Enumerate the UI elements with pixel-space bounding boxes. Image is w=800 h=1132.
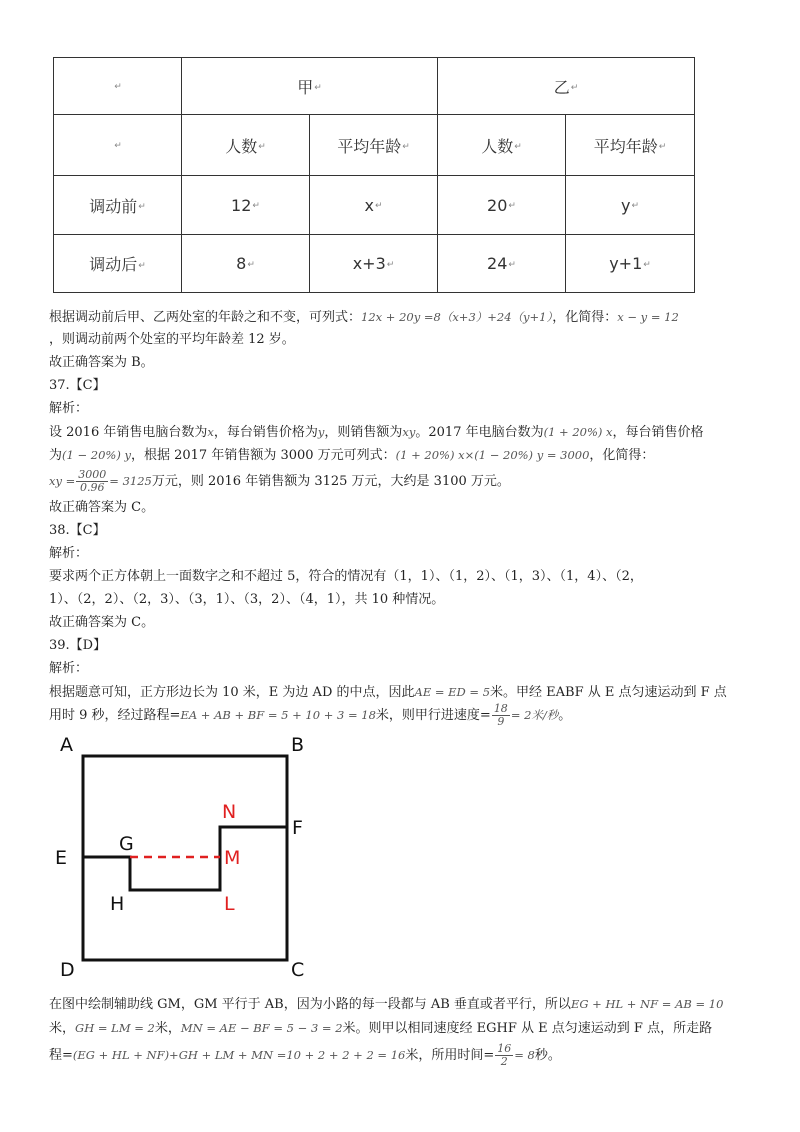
q39-line-1: 根据题意可知，正方形边长为 10 米，E 为边 AD 的中点，因此AE = ED = 5米。甲经 EABF 从 E 点匀速运动到 F 点 <box>49 685 727 700</box>
header-yi-age: 平均年龄↵ <box>566 115 695 176</box>
header-yi: 乙↵ <box>438 58 695 115</box>
path-eghlnf <box>83 827 287 890</box>
q39-paragraph-line-2: 米，GH = LM = 2米，MN = AE − BF = 5 − 3 = 2米。则甲以相同速度经 EGHF 从 E 点匀速运动到 F 点，所走路 <box>49 1021 713 1036</box>
q37-line-2: 为(1 − 20%) y，根据 2017 年销售额为 3000 万元可列式：(1 + 20%) x×(1 − 20%) y = 3000，化简得： <box>49 448 655 463</box>
label-c: C <box>291 959 305 981</box>
q37-answer: 故正确答案为 C。 <box>49 500 155 515</box>
cell-jia-count: 8↵ <box>182 235 310 293</box>
q39-line-2: 用时 9 秒，经过路程=EA + AB + BF = 5 + 10 + 3 = 18米，则甲行进速度= $\frac{18}{9}$ = 2米/秒。 <box>49 702 572 728</box>
square-path-diagram <box>40 728 340 988</box>
q39-number: 39.【D】 <box>49 638 107 653</box>
header-yi-count: 人数↵ <box>438 115 566 176</box>
row-label-after: 调动后↵ <box>54 235 182 293</box>
q39-analysis-label: 解析： <box>49 661 89 676</box>
age-table <box>53 57 695 293</box>
q36-answer: 故正确答案为 B。 <box>49 355 154 370</box>
label-e: E <box>55 847 68 869</box>
table-header-row-2 <box>54 115 695 176</box>
label-g: G <box>119 833 134 855</box>
cell-yi-count: 20↵ <box>438 176 566 235</box>
label-m: M <box>224 847 241 869</box>
cell-jia-count: 12↵ <box>182 176 310 235</box>
label-d: D <box>60 959 75 981</box>
cell-yi-count: 24↵ <box>438 235 566 293</box>
q39-paragraph-line-1: 在图中绘制辅助线 GM，GM 平行于 AB，因为小路的每一段都与 AB 垂直或者平行，所以EG + HL + NF = AB = 10 <box>49 997 724 1012</box>
header-jia-count: 人数↵ <box>182 115 310 176</box>
fraction: $\frac{18}{9}$ <box>493 702 508 728</box>
table-row <box>54 176 695 235</box>
cell-jia-age: x↵ <box>310 176 438 235</box>
header-jia-age: 平均年龄↵ <box>310 115 438 176</box>
table-header-row-1 <box>54 58 695 115</box>
header-jia: 甲↵ <box>182 58 438 115</box>
table-row <box>54 235 695 293</box>
q37-line-1: 设 2016 年销售电脑台数为x，每台销售价格为y，则销售额为xy。2017 年电脑台数为(1 + 20%) x，每台销售价格 <box>49 425 704 440</box>
q38-number: 38.【C】 <box>49 523 106 538</box>
fraction: $\frac{3000}{0.96}$ <box>78 468 107 494</box>
q36-line-2: ，则调动前两个处室的平均年龄差 12 岁。 <box>49 332 295 347</box>
q36-line-1: 根据调动前后甲、乙两处室的年龄之和不变，可列式：12x + 20y =8（x+3）+24（y+1），化简得：x − y = 12 <box>49 310 679 325</box>
table-cell-blank: ↵ <box>54 115 182 176</box>
label-b: B <box>291 734 305 756</box>
table-cell-blank: ↵ <box>54 58 182 115</box>
q38-analysis-label: 解析： <box>49 546 89 561</box>
q38-answer: 故正确答案为 C。 <box>49 615 155 630</box>
label-f: F <box>292 817 303 839</box>
cell-jia-age: x+3↵ <box>310 235 438 293</box>
row-label-before: 调动前↵ <box>54 176 182 235</box>
cell-yi-age: y↵ <box>566 176 695 235</box>
cell-yi-age: y+1↵ <box>566 235 695 293</box>
q37-number: 37.【C】 <box>49 378 106 393</box>
q38-line-2: 1）、（2，2）、（2，3）、（3，1）、（3，2）、（4，1），共 10 种情况。 <box>49 592 445 607</box>
label-n: N <box>222 801 237 823</box>
label-a: A <box>60 734 73 756</box>
fraction: $\frac{16}{2}$ <box>497 1042 512 1068</box>
q37-analysis-label: 解析： <box>49 401 89 416</box>
q38-line-1: 要求两个正方体朝上一面数字之和不超过 5，符合的情况有（1，1）、（1，2）、（1，3）、（1，4）、（2， <box>49 569 643 584</box>
label-l: L <box>224 893 235 915</box>
q39-paragraph-line-3: 程=(EG + HL + NF)+GH + LM + MN =10 + 2 + 2 + 2 = 16米，所用时间= $\frac{16}{2}$ = 8秒。 <box>49 1042 561 1068</box>
q37-line-3: xy = $\frac{3000}{0.96}$ = 3125万元，则 2016 年销售额为 3125 万元，大约是 3100 万元。 <box>49 468 510 494</box>
label-h: H <box>110 893 125 915</box>
